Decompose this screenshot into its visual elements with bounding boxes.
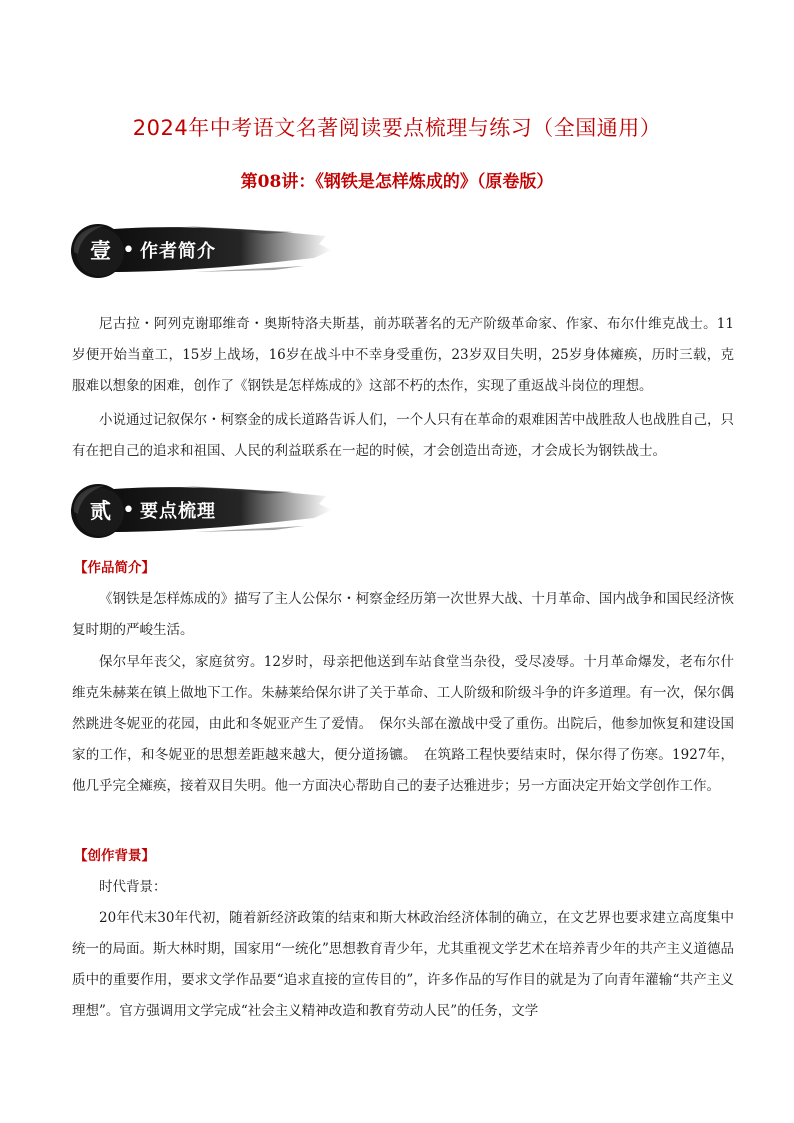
paragraph-heading: 时代背景：: [99, 879, 167, 895]
bullet-dot-icon: •: [122, 238, 135, 263]
paragraph: 保尔早年丧父，家庭贫穷。12岁时，母亲把他送到车站食堂当杂役，受尽凌辱。十月革命爆发，老布尔什维克朱赫莱在镇上做地下工作。朱赫莱给保尔讲了关于革命、工人阶级和阶级斗争的许多道理。有一次，保尔偶然跳进冬妮亚的花园，由此和冬妮亚产生了爱情。 保尔头部在激战中受了重伤。出院后，他参加恢复和建设国家的工作，和冬妮亚的思想差距越来越大，便分道扬镳。 在筑路工程快要结束时，保尔得了伤寒。1927年，他几乎完全瘫痪，接着双目失明。他一方面决心帮助自己的妻子达雅进步；另一方面决定开始文学创作工作。: [72, 654, 734, 794]
document-title: 2024年中考语文名著阅读要点梳理与练习（全国通用）: [132, 116, 662, 140]
section-numeral: 贰: [90, 499, 111, 523]
section-tag-work-intro: 【作品简介】: [74, 560, 155, 576]
section-banner-author: [64, 222, 334, 280]
section-numeral: 壹: [90, 239, 111, 263]
section-heading: 作者简介: [140, 241, 216, 262]
section-heading: 要点梳理: [140, 501, 216, 522]
section-tag-background: 【创作背景】: [74, 848, 155, 864]
paragraph: 《钢铁是怎样炼成的》描写了主人公保尔・柯察金经历第一次世界大战、十月革命、国内战争和国民经济恢复时期的严峻生活。: [72, 591, 734, 638]
bullet-dot-icon: •: [122, 498, 135, 523]
paragraph: 20年代末30年代初，随着新经济政策的结束和斯大林政治经济体制的确立，在文艺界也要求建立高度集中统一的局面。斯大林时期，国家用“一统化”思想教育青少年，尤其重视文学艺术在培养青少年的共产主义道德品质中的重要作用，要求文学作品要“追求直接的宣传目的”，许多作品的写作目的就是为了向青年灌输“共产主义理想”。官方强调用文学完成“社会主义精神改造和教育劳动人民”的任务，文学: [72, 910, 734, 1019]
document-subtitle: 第08讲：《钢铁是怎样炼成的》（原卷版）: [240, 172, 554, 192]
paragraph: 小说通过记叙保尔・柯察金的成长道路告诉人们，一个人只有在革命的艰难困苦中战胜敌人也战胜自己，只有在把自己的追求和祖国、人民的利益联系在一起的时候，才会创造出奇迹，才会成长为钢铁战士。: [72, 412, 734, 459]
paragraph: 尼古拉・阿列克谢耶维奇・奥斯特洛夫斯基，前苏联著名的无产阶级革命家、作家、布尔什维克战士。11岁便开始当童工，15岁上战场，16岁在战斗中不幸身受重伤，23岁双目失明，25岁身体瘫痪，历时三载，克服难以想象的困难，创作了《钢铁是怎样炼成的》这部不朽的杰作，实现了重返战斗岗位的理想。: [72, 316, 734, 394]
section-banner-key-points: [64, 482, 334, 540]
